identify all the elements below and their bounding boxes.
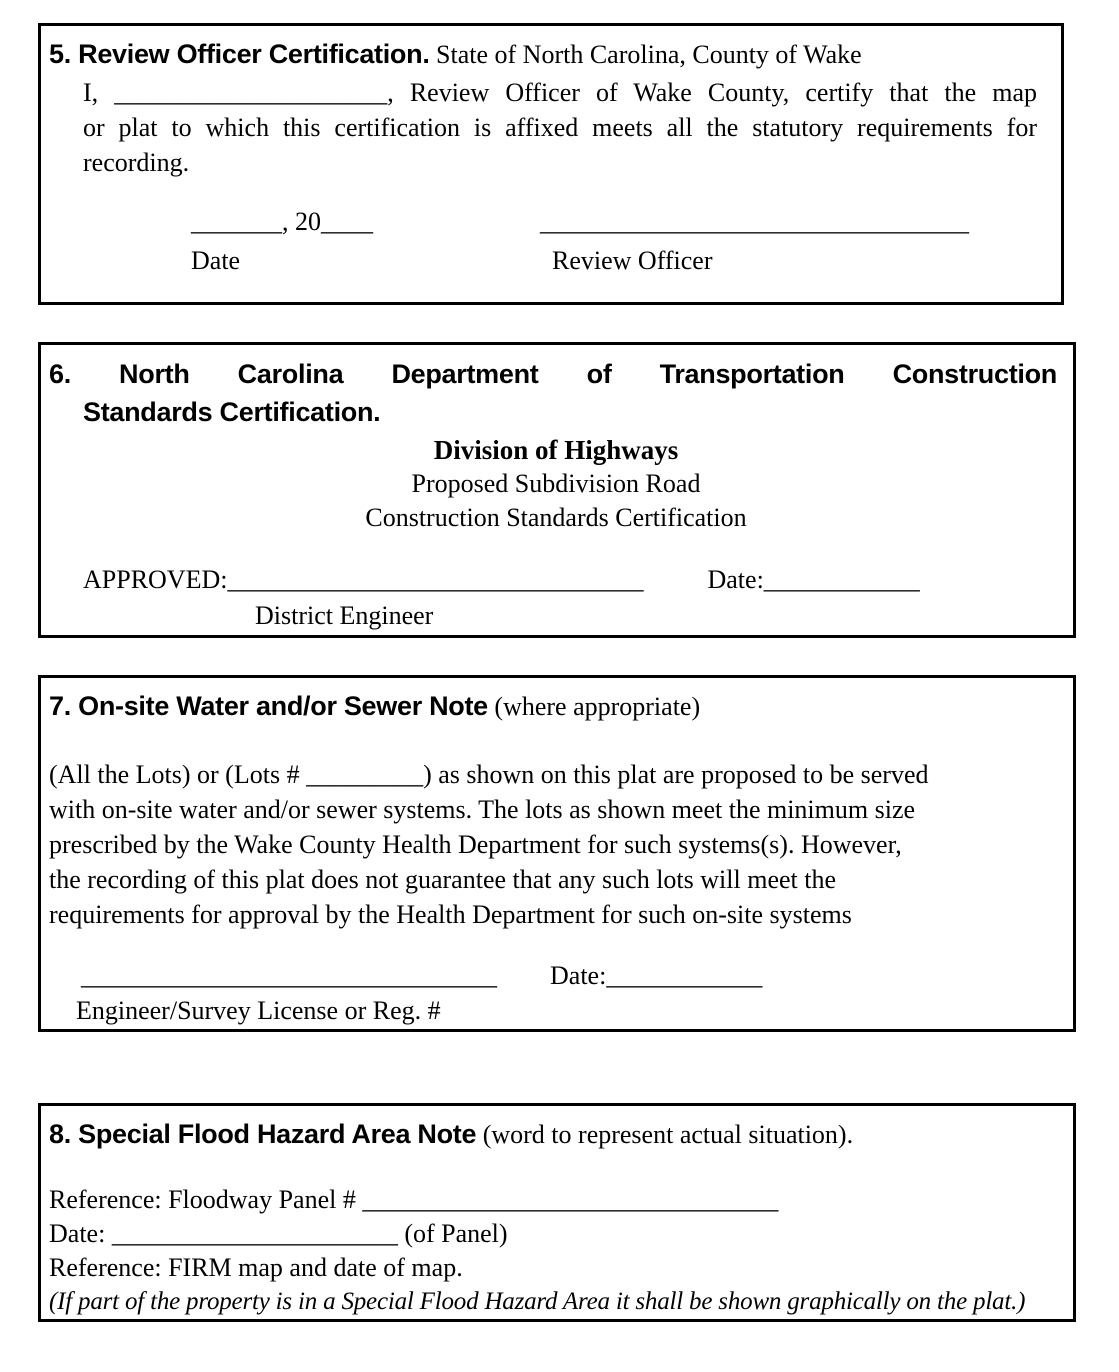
section7-date-blank-line: ____________ — [606, 961, 763, 990]
section6-ncdot-certification-box — [38, 342, 1076, 638]
section7-body-paragraph — [49, 757, 1063, 932]
section5-title: 5. Review Officer Certification. — [49, 39, 430, 69]
section6-date-label: Date: — [707, 565, 764, 594]
section6-construction-standards-certification: Construction Standards Certification — [365, 503, 747, 532]
section8-flood-hazard-italic-note: (If part of the property is in a Special Flood Hazard Area it shall be shown graphically on the plat.) — [49, 1288, 1026, 1315]
section7-title: 7. On-site Water and/or Sewer Note — [49, 691, 488, 721]
section5-date-blank-line: _______, 20____ — [191, 207, 373, 236]
section5-body-paragraph — [83, 75, 1037, 180]
section8-date-blank-line: ______________________ — [111, 1219, 398, 1248]
section6-approved-row — [83, 563, 1063, 597]
section6-date-blank-line: ____________ — [763, 565, 920, 594]
section5-date-caption: Date — [191, 246, 241, 275]
section6-approved-label: APPROVED: — [83, 565, 228, 594]
section8-title-suffix: (word to represent actual situation). — [482, 1120, 854, 1149]
section5-header — [49, 36, 1051, 73]
section8-date-label: Date: — [49, 1219, 106, 1248]
section8-body — [49, 1183, 1063, 1319]
section8-floodway-panel-blank-line: ________________________________ — [362, 1185, 779, 1214]
section7-body-line-5: requirements for approval by the Health Department for such on-site systems — [49, 900, 852, 929]
section7-header — [49, 688, 1063, 725]
section5-signature-row — [191, 206, 1051, 276]
section8-firm-reference-line: Reference: FIRM map and date of map. — [49, 1253, 463, 1282]
section6-title-line-2: Standards Certification. — [83, 397, 381, 427]
section6-title-line-1: 6. North Carolina Department of Transportation Construction — [49, 359, 1057, 389]
section5-review-officer-blank-line: _________________________________ — [540, 207, 969, 236]
section6-district-engineer-caption: District Engineer — [255, 601, 434, 630]
section7-title-suffix: (where appropriate) — [494, 692, 701, 721]
section8-title: 8. Special Flood Hazard Area Note — [49, 1119, 477, 1149]
section7-body-line-3: prescribed by the Wake County Health Department for such systems(s). However, — [49, 830, 902, 859]
section8-header — [49, 1116, 1063, 1153]
section5-review-officer-group — [540, 206, 969, 276]
section7-signature-blank-line: ________________________________ — [81, 961, 497, 990]
section7-body-line-4: the recording of this plat does not guarantee that any such lots will meet the — [49, 865, 837, 894]
section8-floodway-panel-line — [49, 1183, 1063, 1217]
section5-review-officer-certification-box — [38, 23, 1064, 305]
section7-signature-row — [81, 960, 1063, 992]
section8-floodway-panel-label: Reference: Floodway Panel # — [49, 1185, 356, 1214]
section5-body-line-3: recording. — [83, 148, 190, 177]
section6-proposed-subdivision-road: Proposed Subdivision Road — [411, 469, 701, 498]
section7-date-label: Date: — [550, 961, 607, 990]
section5-body-line-1: I, _____________________, Review Officer of Wake County, certify that the map — [83, 78, 1037, 107]
section8-flood-hazard-note-box — [38, 1103, 1076, 1322]
section6-division-of-highways: Division of Highways — [433, 435, 679, 465]
section5-review-officer-caption: Review Officer — [552, 246, 713, 275]
section7-license-caption: Engineer/Survey License or Reg. # — [76, 996, 441, 1025]
section7-body-line-2: with on-site water and/or sewer systems. The lots as shown meet the minimum size — [49, 795, 916, 824]
section5-body-line-2: or plat to which this certification is affixed meets all the statutory requirements for — [83, 113, 1037, 142]
section5-date-group — [191, 206, 373, 276]
section7-body-line-1: (All the Lots) or (Lots # _________) as shown on this plat are proposed to be served — [49, 760, 929, 789]
section8-of-panel-label: (of Panel) — [404, 1219, 508, 1248]
section6-approved-blank-line: ________________________________ — [227, 565, 644, 594]
section5-title-suffix: State of North Carolina, County of Wake — [436, 40, 862, 69]
section7-onsite-water-sewer-note-box — [38, 675, 1076, 1032]
section6-centered-block — [49, 433, 1063, 535]
section8-panel-date-line — [49, 1217, 1063, 1251]
